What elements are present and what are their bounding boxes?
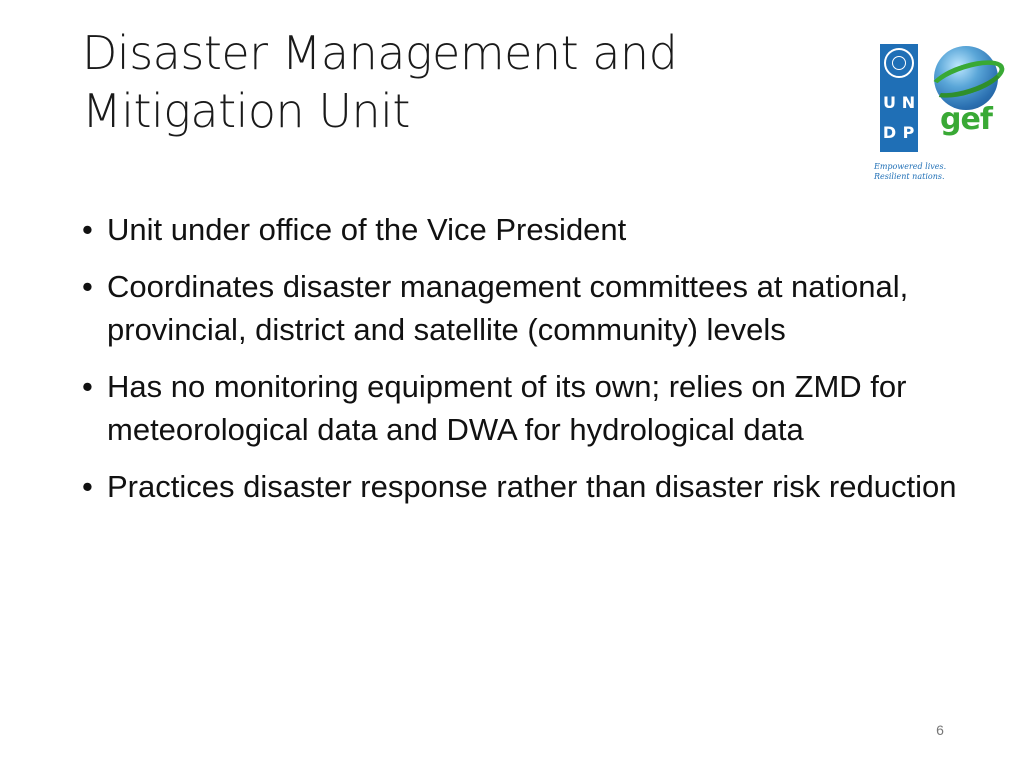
undp-letters [880, 88, 918, 148]
undp-letter: N [901, 93, 916, 112]
bullet-icon: • [82, 269, 93, 304]
undp-letter: P [902, 123, 915, 142]
title-line-1: Disaster Management and [82, 26, 678, 80]
bullet-icon: • [82, 369, 93, 404]
bullet-text: Coordinates disaster management committees at national, provincial, district and satellite (community) levels [107, 269, 909, 347]
partner-logos [876, 40, 1006, 190]
gef-logo [930, 46, 1002, 146]
bullet-icon: • [82, 469, 93, 504]
title-line-2: Mitigation Unit [82, 84, 410, 138]
undp-tagline [874, 162, 954, 182]
bullet-item [82, 208, 962, 251]
bullet-item [82, 265, 962, 351]
undp-letter: D [882, 123, 897, 142]
tagline-line-1: Empowered lives. [874, 162, 947, 171]
bullet-item [82, 465, 962, 508]
bullet-text: Has no monitoring equipment of its own; relies on ZMD for meteorological data and DWA for hydrological data [107, 369, 907, 447]
gef-wordmark: gef [940, 102, 992, 137]
undp-letter: U [883, 93, 896, 112]
bullet-text: Unit under office of the Vice President [107, 212, 627, 247]
undp-logo [880, 44, 918, 152]
page-number: 6 [936, 722, 944, 738]
bullet-list [82, 208, 962, 522]
un-emblem-icon [884, 48, 914, 78]
bullet-text: Practices disaster response rather than disaster risk reduction [107, 469, 957, 504]
bullet-icon: • [82, 212, 93, 247]
bullet-item [82, 365, 962, 451]
slide-title [82, 24, 802, 140]
tagline-line-2: Resilient nations. [874, 172, 945, 181]
